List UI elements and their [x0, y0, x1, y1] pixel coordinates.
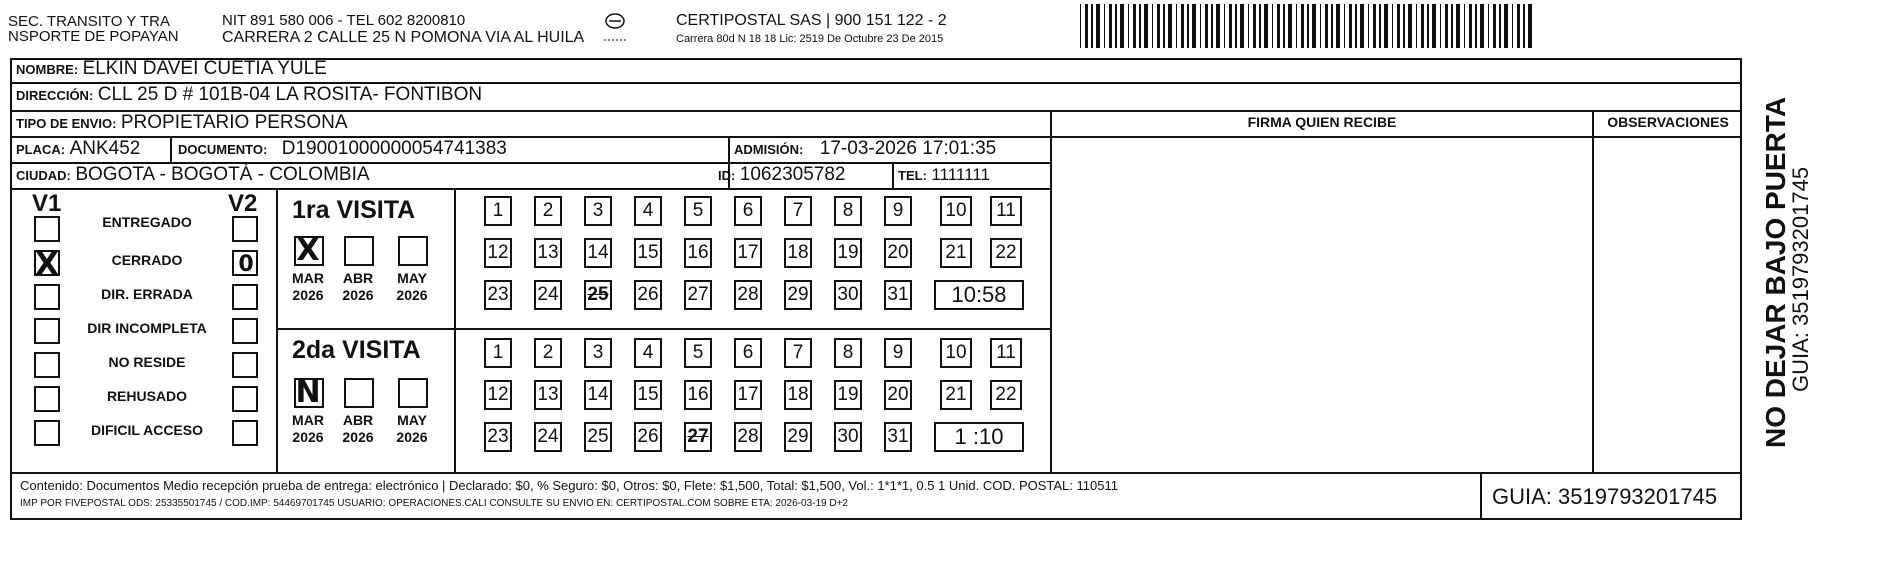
- barcode-bar: [1320, 4, 1321, 48]
- barcode-bar: [1096, 4, 1100, 48]
- day-box[interactable]: 28: [734, 422, 762, 452]
- month-checkbox[interactable]: [344, 378, 374, 408]
- document-value: D19001000000054741383: [281, 138, 507, 159]
- day-box[interactable]: 28: [734, 280, 762, 310]
- day-box[interactable]: 23: [484, 422, 512, 452]
- barcode-bar: [1168, 4, 1172, 48]
- barcode-bar: [1464, 4, 1465, 48]
- day-box[interactable]: 13: [534, 238, 562, 268]
- barcode-bar: [1397, 4, 1400, 48]
- month-handwritten-mark: N: [295, 375, 321, 410]
- day-box[interactable]: 29: [784, 422, 812, 452]
- divider: [276, 188, 278, 472]
- print-line: IMP POR FIVEPOSTAL ODS: 25335501745 / COD.IMP: 54469701745 USUARIO: OPERACIONES.CALI CONSULTE SU ENVIO EN: CERTIPOSTAL.COM SOBRE ETA: 2026-03-19 D+2: [20, 498, 848, 509]
- day-box[interactable]: 12: [484, 380, 512, 410]
- barcode-bar: [1512, 4, 1513, 48]
- address-field: [16, 84, 482, 107]
- certipostal-logo: [600, 12, 630, 34]
- day-box[interactable]: 16: [684, 380, 712, 410]
- day-box[interactable]: 8: [834, 338, 862, 368]
- day-box[interactable]: 19: [834, 380, 862, 410]
- observations-header: OBSERVACIONES: [1607, 114, 1729, 130]
- company-line: CERTIPOSTAL SAS | 900 151 122 - 2: [676, 12, 947, 29]
- day-box[interactable]: 24: [534, 280, 562, 310]
- barcode-bar: [1277, 4, 1280, 48]
- day-box[interactable]: 11: [990, 196, 1022, 226]
- tel-field: [898, 164, 990, 187]
- status-option-label: CERRADO: [111, 252, 183, 268]
- barcode-bar: [1373, 4, 1376, 48]
- barcode-bar: [1344, 4, 1345, 48]
- day-box[interactable]: 19: [834, 238, 862, 268]
- barcode-bar: [1272, 4, 1273, 48]
- month-year: 2026: [292, 287, 324, 303]
- barcode-bar: [1192, 4, 1196, 48]
- day-box[interactable]: 5: [684, 196, 712, 226]
- status-option-label: DIR. ERRADA: [101, 286, 193, 302]
- v1-checkbox[interactable]: [34, 318, 60, 344]
- shipment-value: PROPIETARIO PERSONA: [120, 112, 348, 133]
- divider: [10, 472, 1742, 474]
- barcode-bar: [1264, 4, 1268, 48]
- day-box[interactable]: 1: [484, 338, 512, 368]
- month-label: MAR: [292, 270, 324, 286]
- barcode-bar: [1312, 4, 1316, 48]
- day-box[interactable]: 8: [834, 196, 862, 226]
- day-box[interactable]: 2: [534, 196, 562, 226]
- month-year: 2026: [342, 429, 374, 445]
- month-checkbox[interactable]: [344, 236, 374, 266]
- barcode-bar: [1517, 4, 1520, 48]
- month-year: 2026: [342, 287, 374, 303]
- day-box[interactable]: 7: [784, 338, 812, 368]
- barcode-bar: [1120, 4, 1124, 48]
- status-option-label: REHUSADO: [106, 388, 188, 404]
- barcode-bar: [1440, 4, 1441, 48]
- admission-field: [734, 138, 996, 161]
- divider: [454, 188, 456, 472]
- v2-checkbox[interactable]: [232, 352, 258, 378]
- barcode-bar: [1205, 4, 1208, 48]
- day-box[interactable]: 3: [584, 338, 612, 368]
- guide-label: GUIA: 3519793201745: [1492, 484, 1718, 509]
- day-box[interactable]: 30: [834, 422, 862, 452]
- day-box[interactable]: 24: [534, 422, 562, 452]
- plate-value: ANK452: [69, 138, 141, 159]
- barcode-bar: [1368, 4, 1369, 48]
- day-box[interactable]: 31: [884, 280, 912, 310]
- v1-checkbox[interactable]: [34, 386, 60, 412]
- v2-handwritten-mark: 0: [238, 252, 254, 277]
- day-box-marked[interactable]: 25: [584, 280, 612, 310]
- barcode-bar: [1235, 4, 1237, 48]
- barcode-bar: [1139, 4, 1141, 48]
- admission-label: ADMISIÓN:: [734, 142, 804, 157]
- barcode-bar: [1104, 4, 1105, 48]
- nit-line: NIT 891 580 006 - TEL 602 8200810: [222, 12, 466, 29]
- barcode-bar: [1499, 4, 1501, 48]
- barcode-bar: [1379, 4, 1381, 48]
- barcode-bar: [1200, 4, 1201, 48]
- day-box[interactable]: 7: [784, 196, 812, 226]
- tel-label: TEL:: [898, 168, 927, 183]
- barcode-bar: [1392, 4, 1393, 48]
- barcode-bar: [1152, 4, 1153, 48]
- sender-line-2: NSPORTE DE POPAYAN: [8, 28, 179, 45]
- day-box[interactable]: 21: [940, 380, 972, 410]
- address-label: DIRECCIÓN:: [16, 88, 94, 103]
- barcode-bar: [1240, 4, 1244, 48]
- day-box[interactable]: 16: [684, 238, 712, 268]
- day-box[interactable]: 15: [634, 380, 662, 410]
- v2-checkbox[interactable]: [232, 386, 258, 412]
- divider: [1480, 472, 1482, 520]
- barcode-bar: [1283, 4, 1285, 48]
- v1-checkbox[interactable]: [34, 284, 60, 310]
- visit1-title: 1ra VISITA: [292, 196, 416, 224]
- day-box[interactable]: 22: [990, 238, 1022, 268]
- barcode-bar: [1445, 4, 1448, 48]
- v2-checkbox[interactable]: [232, 420, 258, 446]
- no-dejar-text: NO DEJAR BAJO PUERTA: [1760, 96, 1791, 448]
- barcode-bar: [1360, 4, 1364, 48]
- barcode-bar: [1403, 4, 1405, 48]
- city-value: BOGOTA - BOGOTÁ - COLOMBIA: [75, 164, 370, 185]
- barcode-bar: [1469, 4, 1472, 48]
- month-label: MAY: [397, 270, 427, 286]
- day-box[interactable]: 23: [484, 280, 512, 310]
- day-box[interactable]: 4: [634, 338, 662, 368]
- barcode-bar: [1384, 4, 1388, 48]
- barcode-bar: [1229, 4, 1232, 48]
- barcode-bar: [1085, 4, 1088, 48]
- barcode-bar: [1288, 4, 1292, 48]
- barcode-bar: [1416, 4, 1417, 48]
- month-label: ABR: [342, 270, 374, 286]
- day-box[interactable]: 18: [784, 380, 812, 410]
- barcode: [1080, 4, 1540, 48]
- divider: [1592, 110, 1594, 472]
- day-box[interactable]: 6: [734, 196, 762, 226]
- plate-label: PLACA:: [16, 142, 66, 157]
- v1-checkbox[interactable]: [34, 420, 60, 446]
- day-box[interactable]: 26: [634, 280, 662, 310]
- barcode-bar: [1355, 4, 1357, 48]
- month-year: 2026: [396, 429, 428, 445]
- barcode-bar: [1296, 4, 1297, 48]
- v2-label: V2: [228, 190, 258, 217]
- id-field: [718, 164, 845, 187]
- id-label: ID:: [718, 168, 736, 183]
- name-value: ELKIN DAVEI CUETIA YULE: [82, 58, 327, 79]
- barcode-bar: [1504, 4, 1508, 48]
- month-label: MAY: [397, 412, 427, 428]
- document-label: DOCUMENTO:: [178, 142, 268, 157]
- month-label-group: [286, 412, 330, 446]
- address-value: CLL 25 D # 101B-04 LA ROSITA- FONTIBON: [97, 84, 483, 105]
- day-box[interactable]: 4: [634, 196, 662, 226]
- divider: [170, 136, 172, 162]
- day-box[interactable]: 11: [990, 338, 1022, 368]
- day-box[interactable]: 9: [884, 196, 912, 226]
- month-checkbox[interactable]: [398, 378, 428, 408]
- day-box-marked[interactable]: 27: [684, 422, 712, 452]
- day-box[interactable]: 14: [584, 380, 612, 410]
- contents-line: Contenido: Documentos Medio recepción prueba de entrega: electrónico | Declarado: $0, % Seguro: $0, Otros: $0, Flete: $1,500, Total: $1,500, Vol.: 1*1*1, 0.5 1 Unid. COD. POSTAL: 110511: [20, 478, 1118, 493]
- day-box[interactable]: 27: [684, 280, 712, 310]
- day-box[interactable]: 12: [484, 238, 512, 268]
- barcode-bar: [1144, 4, 1148, 48]
- day-box[interactable]: 15: [634, 238, 662, 268]
- month-year: 2026: [396, 287, 428, 303]
- shipment-field: [16, 112, 348, 135]
- v1-checkbox[interactable]: [34, 352, 60, 378]
- day-box[interactable]: 25: [584, 422, 612, 452]
- signature-header: FIRMA QUIEN RECIBE: [1247, 114, 1397, 130]
- barcode-bar: [1163, 4, 1165, 48]
- v2-checkbox[interactable]: [232, 318, 258, 344]
- day-box[interactable]: 17: [734, 238, 762, 268]
- month-label-group: [336, 270, 380, 304]
- day-box[interactable]: 26: [634, 422, 662, 452]
- barcode-bar: [1109, 4, 1112, 48]
- admission-value: 17-03-2026 17:01:35: [819, 138, 997, 159]
- status-option-label: NO RESIDE: [108, 354, 186, 370]
- v2-checkbox[interactable]: [232, 284, 258, 310]
- barcode-bar: [1176, 4, 1177, 48]
- barcode-bar: [1259, 4, 1261, 48]
- barcode-bar: [1091, 4, 1093, 48]
- day-box[interactable]: 10: [940, 196, 972, 226]
- status-option-label: DIR INCOMPLETA: [87, 320, 207, 336]
- month-label-group: [286, 270, 330, 304]
- address-line: CARRERA 2 CALLE 25 N POMONA VIA AL HUILA: [222, 29, 585, 46]
- side-guide-text: GUIA: 3519793201745: [1788, 166, 1813, 392]
- shipment-label: TIPO DE ENVIO:: [16, 116, 117, 131]
- barcode-bar: [1349, 4, 1352, 48]
- barcode-bar: [1128, 4, 1129, 48]
- id-value: 1062305782: [739, 164, 846, 185]
- sender-line-1: SEC. TRANSITO Y TRA: [8, 13, 170, 30]
- visit-time-box: 1 :10: [934, 422, 1024, 452]
- divider: [10, 188, 1052, 190]
- name-label: NOMBRE:: [16, 62, 79, 77]
- day-box[interactable]: 30: [834, 280, 862, 310]
- day-box[interactable]: 13: [534, 380, 562, 410]
- month-label: MAR: [292, 412, 324, 428]
- barcode-bar: [1451, 4, 1453, 48]
- day-box[interactable]: 17: [734, 380, 762, 410]
- barcode-bar: [1211, 4, 1213, 48]
- divider: [276, 328, 1052, 330]
- barcode-bar: [1253, 4, 1256, 48]
- barcode-bar: [1248, 4, 1249, 48]
- barcode-bar: [1488, 4, 1489, 48]
- day-box[interactable]: 29: [784, 280, 812, 310]
- barcode-bar: [1493, 4, 1496, 48]
- visit-time-box: 10:58: [934, 280, 1024, 310]
- document-field: [178, 138, 507, 161]
- barcode-bar: [1115, 4, 1117, 48]
- month-label-group: [390, 412, 434, 446]
- day-box[interactable]: 21: [940, 238, 972, 268]
- month-label: ABR: [342, 412, 374, 428]
- barcode-bar: [1133, 4, 1136, 48]
- divider: [1050, 110, 1052, 472]
- barcode-bar: [1331, 4, 1333, 48]
- barcode-bar: [1432, 4, 1436, 48]
- v1-checkbox[interactable]: [34, 216, 60, 242]
- status-option-label: ENTREGADO: [102, 214, 192, 230]
- day-box[interactable]: 5: [684, 338, 712, 368]
- day-box[interactable]: 2: [534, 338, 562, 368]
- month-handwritten-mark: X: [296, 233, 320, 268]
- barcode-bar: [1421, 4, 1424, 48]
- barcode-bar: [1187, 4, 1189, 48]
- month-label-group: [336, 412, 380, 446]
- tel-value: 1111111: [931, 165, 990, 184]
- barcode-bar: [1224, 4, 1225, 48]
- city-field: [16, 164, 370, 187]
- barcode-bar: [1325, 4, 1328, 48]
- day-box[interactable]: 14: [584, 238, 612, 268]
- day-box[interactable]: 9: [884, 338, 912, 368]
- barcode-bar: [1307, 4, 1309, 48]
- barcode-bar: [1216, 4, 1220, 48]
- barcode-bar: [1523, 4, 1525, 48]
- barcode-bar: [1181, 4, 1184, 48]
- day-box[interactable]: 20: [884, 380, 912, 410]
- barcode-bar: [1336, 4, 1340, 48]
- plate-field: [16, 138, 140, 161]
- barcode-bar: [1480, 4, 1484, 48]
- month-year: 2026: [292, 429, 324, 445]
- month-label-group: [390, 270, 434, 304]
- month-checkbox[interactable]: [398, 236, 428, 266]
- day-box[interactable]: 6: [734, 338, 762, 368]
- day-box[interactable]: 18: [784, 238, 812, 268]
- barcode-bar: [1427, 4, 1429, 48]
- day-box[interactable]: 1: [484, 196, 512, 226]
- barcode-bar: [1456, 4, 1460, 48]
- barcode-bar: [1528, 4, 1532, 48]
- barcode-bar: [1301, 4, 1304, 48]
- license-line: Carrera 80d N 18 18 Lic: 2519 De Octubre 23 De 2015: [676, 33, 944, 45]
- visit2-title: 2da VISITA: [292, 336, 421, 364]
- v1-handwritten-mark: X: [35, 247, 59, 282]
- city-label: CIUDAD:: [16, 168, 71, 183]
- barcode-bar: [1080, 4, 1081, 48]
- barcode-bar: [1157, 4, 1160, 48]
- v2-checkbox[interactable]: [232, 216, 258, 242]
- day-box[interactable]: 10: [940, 338, 972, 368]
- divider: [892, 162, 894, 188]
- day-box[interactable]: 20: [884, 238, 912, 268]
- day-box[interactable]: 31: [884, 422, 912, 452]
- day-box[interactable]: 22: [990, 380, 1022, 410]
- status-option-label: DIFICIL ACCESO: [90, 422, 203, 438]
- day-box[interactable]: 3: [584, 196, 612, 226]
- v1-label: V1: [32, 190, 62, 217]
- barcode-bar: [1475, 4, 1477, 48]
- barcode-bar: [1408, 4, 1412, 48]
- name-field: [16, 58, 327, 81]
